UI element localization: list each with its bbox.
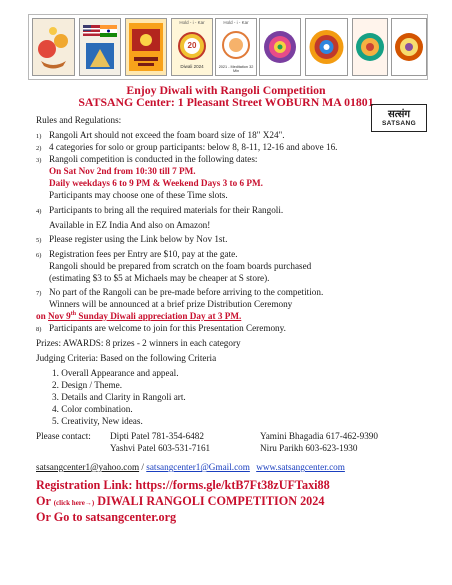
rule-number: 8) bbox=[36, 326, 42, 333]
rule-number: 7) bbox=[36, 290, 42, 297]
registration-alt bbox=[36, 494, 324, 509]
banner-image-flags bbox=[79, 18, 121, 76]
click-here-link[interactable]: (click here→) bbox=[53, 499, 95, 507]
banner-image-rangoli-1 bbox=[259, 18, 301, 76]
email-yahoo-link[interactable]: satsangcenter1@yahoo.com bbox=[36, 462, 140, 472]
judging-item: 3. Details and Clarity in Rangoli art. bbox=[52, 392, 186, 402]
contact-label: Please contact: bbox=[36, 431, 91, 441]
rule-6: Registration fees per Entry are $10, pay at the gate. bbox=[49, 249, 238, 259]
event-title: Enjoy Diwali with Rangoli Competition bbox=[126, 83, 326, 97]
banner-image-rangoli-3 bbox=[352, 18, 388, 76]
badge-number: 20 bbox=[187, 41, 197, 50]
rule-3-date-2: Daily weekdays 6 to 9 PM & Weekend Days 3 to 6 PM. bbox=[49, 178, 263, 188]
satsang-logo bbox=[371, 104, 427, 132]
logo-label: SATSANG bbox=[381, 120, 417, 127]
rule-number: 4) bbox=[36, 208, 42, 215]
email-gmail-link[interactable]: satsangcenter1@Gmail.com bbox=[146, 462, 250, 472]
rule-4-note: Available in EZ India And also on Amazon! bbox=[49, 220, 211, 230]
meditation-title: Hold - i - Kar bbox=[223, 20, 249, 25]
rule-number: 3) bbox=[36, 157, 42, 164]
contact-yashvi: Yashvi Patel 603-531-7161 bbox=[110, 443, 211, 453]
registration-link[interactable]: Registration Link: https://forms.gle/ktB7Ft38zUFTaxi88 bbox=[36, 478, 330, 492]
image-banner bbox=[28, 14, 428, 80]
rule-5: Please register using the Link below by Nov 1st. bbox=[49, 234, 228, 244]
ceremony-date-value: Nov 9th Sunday Diwali appreciation Day at 3 PM. bbox=[48, 311, 242, 322]
contact-dipti: Dipti Patel 781-354-6482 bbox=[110, 431, 204, 441]
competition-title: DIWALI RANGOLI COMPETITION 2024 bbox=[97, 494, 325, 508]
judging-item: 4. Color combination. bbox=[52, 404, 133, 414]
rule-number: 2) bbox=[36, 145, 42, 152]
rule-number: 5) bbox=[36, 237, 42, 244]
rule-7: No part of the Rangoli can be pre-made before arriving to the competition. bbox=[49, 287, 324, 297]
badge-subtitle: Diwali 2024 bbox=[180, 64, 204, 69]
badge-title: Hold - i - Kar bbox=[179, 20, 205, 25]
contact-yamini: Yamini Bhagadia 617-462-9390 bbox=[260, 431, 378, 441]
rules-heading: Rules and Regulations: bbox=[36, 115, 122, 125]
judging-item: 2. Design / Theme. bbox=[52, 380, 123, 390]
rule-3-note: Participants may choose one of these Time slots. bbox=[49, 190, 228, 200]
rule-3-date-1: On Sat Nov 2nd from 10:30 till 7 PM. bbox=[49, 166, 196, 176]
rule-1: Rangoli Art should not exceed the foam board size of 18" X24". bbox=[49, 130, 285, 140]
meditation-caption: 2021 - Meditation 32 Min bbox=[218, 65, 254, 73]
rule-4: Participants to bring all the required materials for their Rangoli. bbox=[49, 205, 284, 215]
contact-niru: Niru Parikh 603-623-1930 bbox=[260, 443, 358, 453]
banner-image-rangoli-2 bbox=[305, 18, 348, 76]
rule-8: Participants are welcome to join for this Presentation Ceremony. bbox=[49, 323, 286, 333]
event-venue: SATSANG Center: 1 Pleasant Street WOBURN MA 01801 bbox=[78, 95, 374, 109]
banner-image-diya bbox=[32, 18, 75, 76]
banner-image-diwali-card bbox=[125, 18, 167, 76]
judging-item: 5. Creativity, New ideas. bbox=[52, 416, 143, 426]
website-link[interactable]: www.satsangcenter.com bbox=[256, 462, 345, 472]
rule-3: Rangoli competition is conducted in the following dates: bbox=[49, 154, 258, 164]
links-line bbox=[36, 462, 345, 472]
link-separator: / bbox=[141, 462, 144, 472]
rule-number: 1) bbox=[36, 133, 42, 140]
website-alt-line[interactable]: Or Go to satsangcenter.org bbox=[36, 510, 177, 524]
rule-6-detail-a: Rangoli should be prepared from scratch on the foam boards purchased bbox=[49, 261, 312, 271]
rule-6-detail-b: (estimating $3 to $5 at Michaels may be cheaper at S store). bbox=[49, 273, 270, 283]
rule-number: 6) bbox=[36, 252, 42, 259]
banner-image-rangoli-4 bbox=[391, 18, 427, 76]
rule-2: 4 categories for solo or group participants: below 8, 8-11, 12-16 and above 16. bbox=[49, 142, 338, 152]
logo-script: सत्संग bbox=[387, 109, 410, 120]
banner-image-meditation bbox=[215, 18, 257, 76]
prizes-line: Prizes: AWARDS: 8 prizes - 2 winners in each category bbox=[36, 338, 241, 348]
ceremony-date bbox=[36, 311, 241, 321]
judging-item: 1. Overall Appearance and appeal. bbox=[52, 368, 179, 378]
judging-heading: Judging Criteria: Based on the following Criteria bbox=[36, 353, 217, 363]
rule-7-detail-a: Winners will be announced at a brief prize Distribution Ceremony bbox=[49, 299, 293, 309]
banner-image-hold-i-kar-badge bbox=[171, 18, 213, 76]
ceremony-prefix: on bbox=[36, 311, 49, 322]
or-word: Or bbox=[36, 494, 51, 508]
